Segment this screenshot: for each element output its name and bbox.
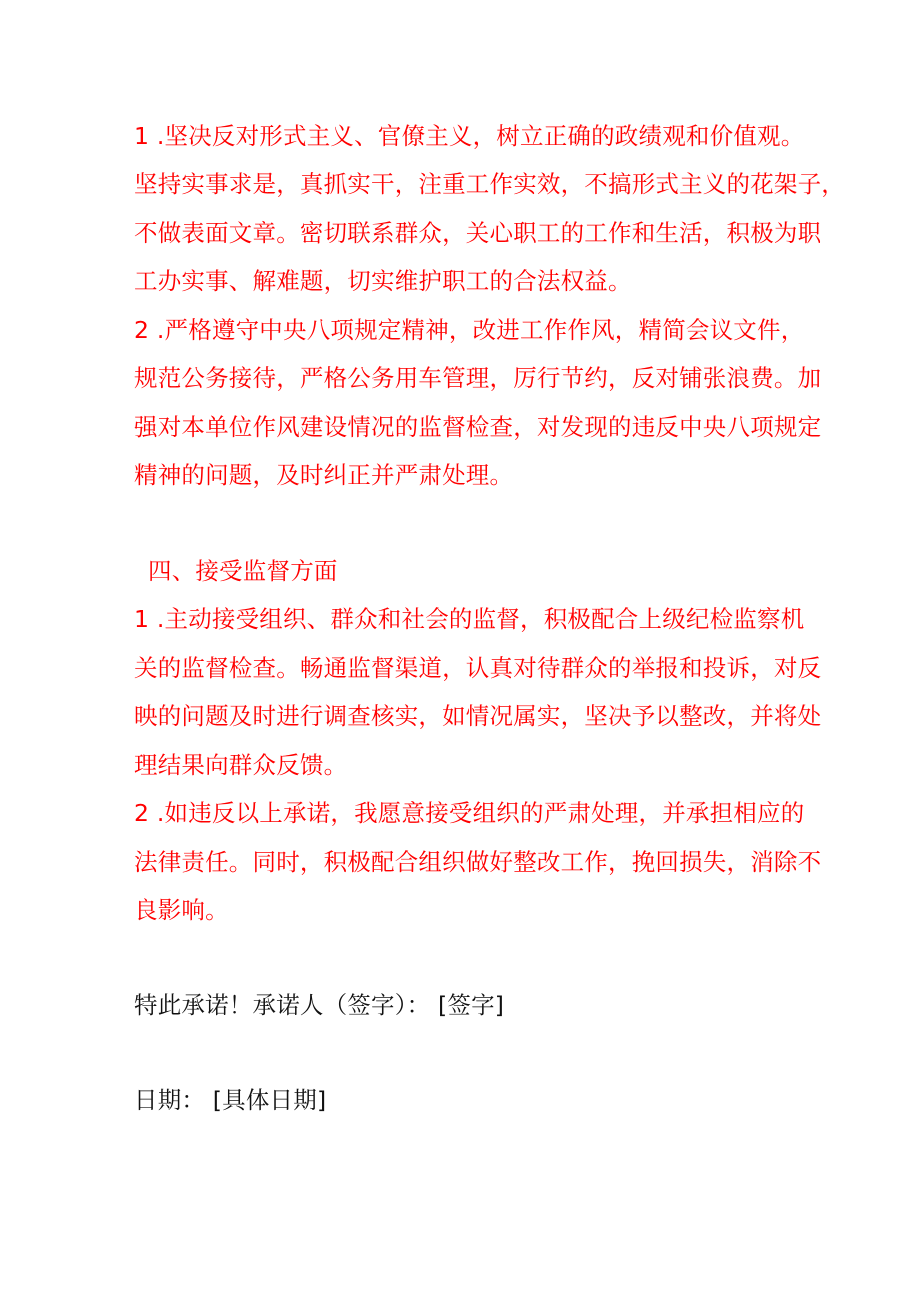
section3-item2-line1: 2 .严格遵守中央八项规定精神，改进工作作风，精简会议文件， [134, 316, 805, 344]
section3-item1-line4: 工办实事、解难题，切实维护职工的合法权益。 [134, 267, 632, 295]
section4-item1-line4: 理结果向群众反馈。 [134, 751, 348, 779]
section4-heading: 四、接受监督方面 [148, 557, 338, 585]
section3-item2-line3: 强对本单位作风建设情况的监督检查，对发现的违反中央八项规定 [134, 413, 822, 441]
section4-item1-line3: 映的问题及时进行调查核实，如情况属实，坚决予以整改，并将处 [134, 702, 822, 730]
section3-item1-line2: 坚持实事求是，真抓实干，注重工作实效，不搞形式主义的花架子， [134, 170, 845, 198]
section4-item2-line3: 良影响。 [134, 896, 229, 924]
section3-item1-line3: 不做表面文章。密切联系群众，关心职工的工作和生活，积极为职 [134, 219, 822, 247]
pledge-signature-line: 特此承诺！承诺人（签字）： [签字] [134, 991, 505, 1019]
section4-item1-line2: 关的监督检查。畅通监督渠道，认真对待群众的举报和投诉，对反 [134, 654, 822, 682]
section3-item1-line1: 1 .坚决反对形式主义、官僚主义，树立正确的政绩观和价值观。 [134, 122, 805, 150]
pledge-date-line: 日期： [具体日期] [134, 1086, 327, 1114]
section3-item2-line4: 精神的问题，及时纠正并严肃处理。 [134, 461, 514, 489]
section4-item1-line1: 1 .主动接受组织、群众和社会的监督，积极配合上级纪检监察机 [134, 605, 805, 633]
section4-item2-line2: 法律责任。同时，积极配合组织做好整改工作，挽回损失，消除不 [134, 848, 822, 876]
section3-item2-line2: 规范公务接待，严格公务用车管理，厉行节约，反对铺张浪费。加 [134, 364, 822, 392]
section4-item2-line1: 2 .如违反以上承诺，我愿意接受组织的严肃处理，并承担相应的 [134, 799, 805, 827]
